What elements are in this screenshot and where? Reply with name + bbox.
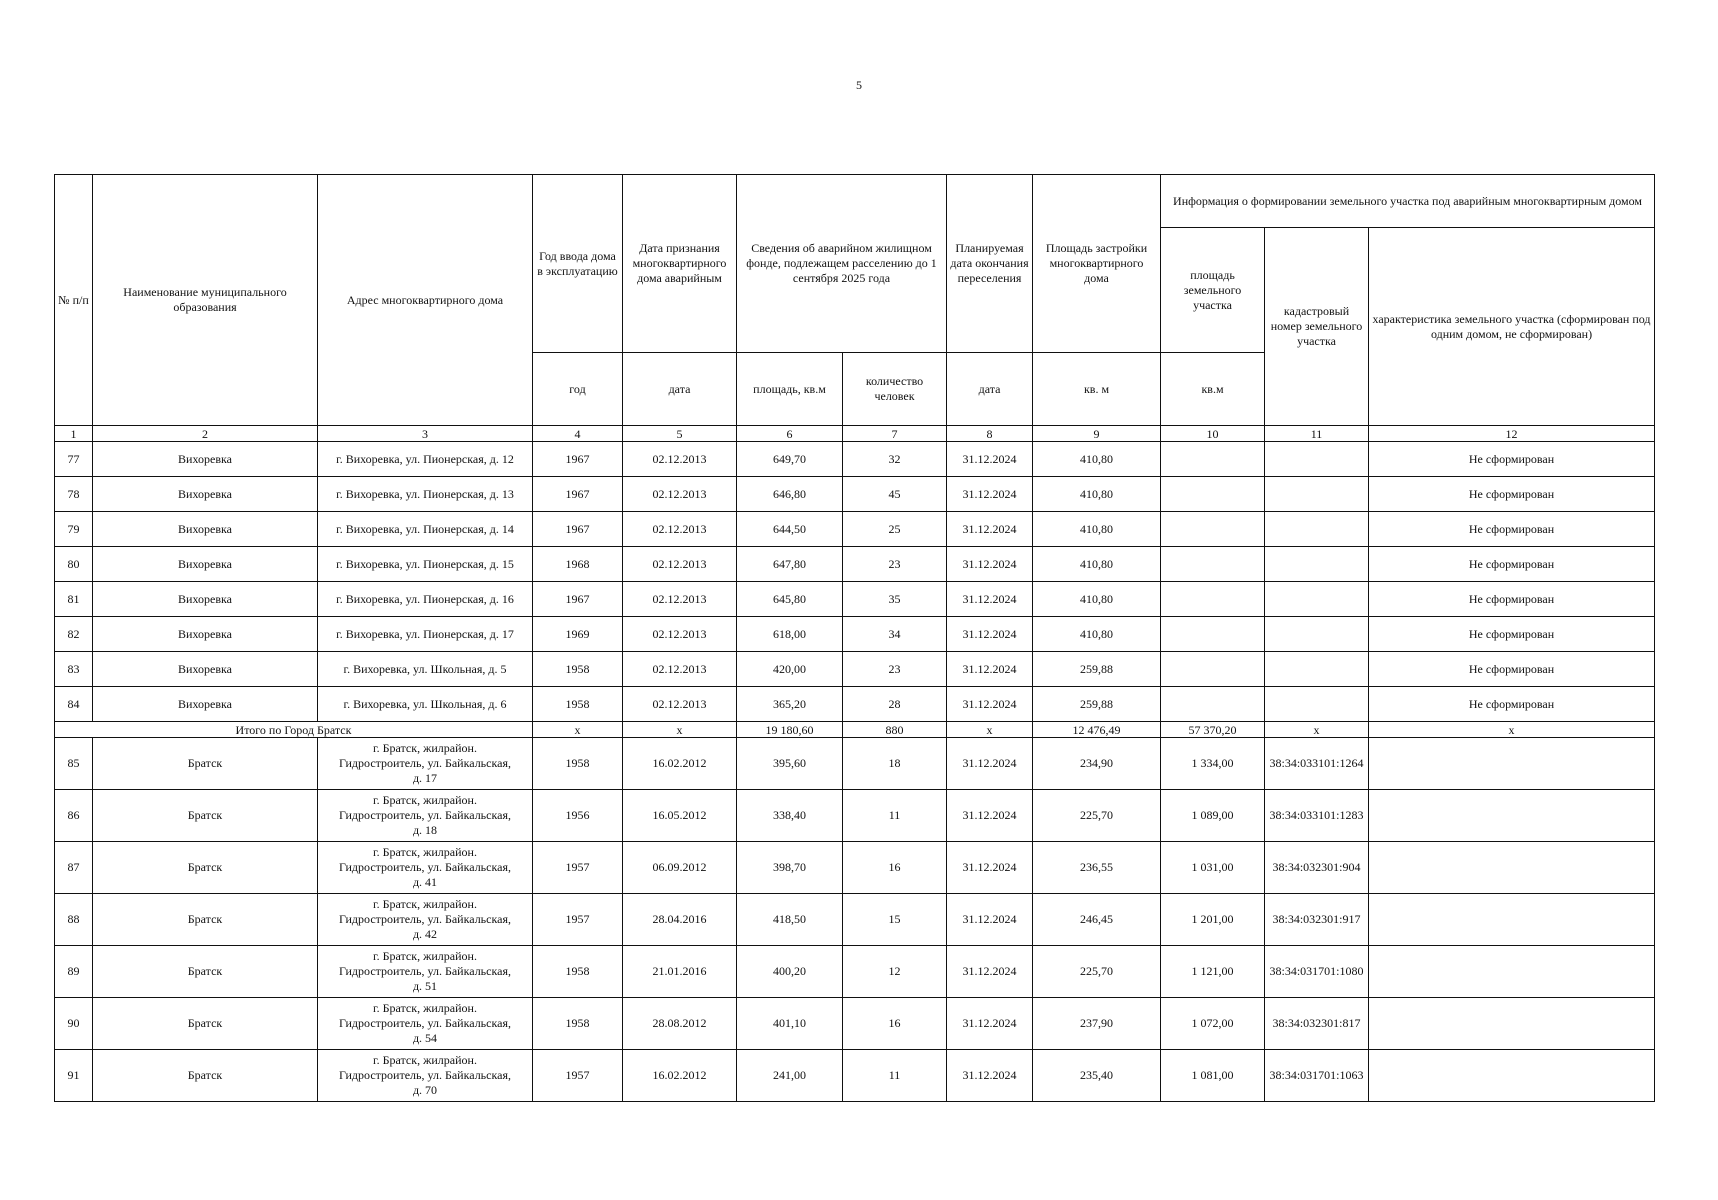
table-row [55,547,1655,582]
cell-date: 16.02.2012 [623,1050,737,1102]
column-number: 3 [318,426,533,442]
cell-year: 1967 [533,582,623,617]
cell-year: 1957 [533,894,623,946]
cell-land-status: Не сформирован [1369,547,1655,582]
cell-area: 241,00 [737,1050,843,1102]
cell-people: 16 [843,998,947,1050]
cell-number: 89 [55,946,93,998]
cell-date: 16.05.2012 [623,790,737,842]
cell-area: 649,70 [737,442,843,477]
cell-address [318,998,533,1050]
cell-year: 1969 [533,617,623,652]
cell-area: 646,80 [737,477,843,512]
total-building-area: 12 476,49 [1033,722,1161,738]
address-line: д. 70 [412,1083,438,1097]
column-number: 9 [1033,426,1161,442]
cell-year: 1958 [533,998,623,1050]
unit-year: год [533,353,623,426]
cell-plan-date: 31.12.2024 [947,1050,1033,1102]
cell-cadastral: 38:34:033101:1264 [1265,738,1369,790]
unit-build-area: кв. м [1033,353,1161,426]
page-number: 5 [856,78,862,92]
unit-people: количество человек [843,353,947,426]
cell-area: 644,50 [737,512,843,547]
address-line: д. 18 [412,823,438,837]
total-area: 19 180,60 [737,722,843,738]
cell-land-status: Не сформирован [1369,512,1655,547]
address-line: д. 51 [412,979,438,993]
total-year: x [533,722,623,738]
col-land-area-header: площадь земельного участка [1161,228,1265,353]
cell-address [318,790,533,842]
cell-plan-date: 31.12.2024 [947,946,1033,998]
cell-land-status: Не сформирован [1369,687,1655,722]
address-line: д. 42 [412,927,438,941]
cell-land-area: 1 072,00 [1161,998,1265,1050]
cell-municipality: Вихоревка [93,617,318,652]
cell-building-area: 259,88 [1033,687,1161,722]
cell-year: 1956 [533,790,623,842]
cell-plan-date: 31.12.2024 [947,652,1033,687]
cell-number: 90 [55,998,93,1050]
address-line: г. Братск, жилрайон. [373,1001,477,1015]
cell-land-area: 1 081,00 [1161,1050,1265,1102]
table-row [55,738,1655,790]
address-line: г. Братск, жилрайон. [373,793,477,807]
cell-municipality: Вихоревка [93,547,318,582]
cell-area: 365,20 [737,687,843,722]
total-cadastral: x [1265,722,1369,738]
cell-municipality: Вихоревка [93,687,318,722]
cell-people: 11 [843,1050,947,1102]
cell-land-status [1369,946,1655,998]
emergency-housing-table [54,174,1655,1102]
cell-date: 06.09.2012 [623,842,737,894]
cell-number: 81 [55,582,93,617]
cell-land-area [1161,617,1265,652]
address-line: д. 54 [412,1031,438,1045]
cell-year: 1958 [533,946,623,998]
cell-date: 02.12.2013 [623,582,737,617]
cell-area: 401,10 [737,998,843,1050]
cell-building-area: 235,40 [1033,1050,1161,1102]
cell-year: 1958 [533,687,623,722]
col-address-header: Адрес многоквартирного дома [318,175,533,426]
cell-address: г. Вихоревка, ул. Школьная, д. 6 [318,687,533,722]
cell-building-area: 410,80 [1033,477,1161,512]
cell-municipality: Вихоревка [93,512,318,547]
cell-cadastral [1265,442,1369,477]
cell-date: 21.01.2016 [623,946,737,998]
col-planned-end-header: Планируемая дата окончания переселения [947,175,1033,353]
cell-area: 418,50 [737,894,843,946]
col-cadastral-header: кадастровый номер земельного участка [1265,228,1369,426]
total-label: Итого по Город Братск [55,722,533,738]
address-line: г. Братск, жилрайон. [373,1053,477,1067]
cell-building-area: 259,88 [1033,652,1161,687]
cell-cadastral [1265,687,1369,722]
total-land-status: x [1369,722,1655,738]
address-line: г. Братск, жилрайон. [373,949,477,963]
table-row [55,477,1655,512]
cell-number: 84 [55,687,93,722]
cell-address: г. Вихоревка, ул. Пионерская, д. 15 [318,547,533,582]
cell-date: 02.12.2013 [623,477,737,512]
cell-year: 1957 [533,1050,623,1102]
cell-cadastral [1265,512,1369,547]
cell-plan-date: 31.12.2024 [947,512,1033,547]
cell-building-area: 225,70 [1033,790,1161,842]
table-row [55,617,1655,652]
cell-land-area [1161,512,1265,547]
total-row [55,722,1655,738]
cell-land-status: Не сформирован [1369,652,1655,687]
cell-cadastral: 38:34:032301:904 [1265,842,1369,894]
cell-year: 1967 [533,477,623,512]
column-number: 6 [737,426,843,442]
cell-land-area [1161,582,1265,617]
cell-land-area [1161,477,1265,512]
cell-number: 91 [55,1050,93,1102]
cell-land-status: Не сформирован [1369,617,1655,652]
cell-date: 28.08.2012 [623,998,737,1050]
cell-municipality: Братск [93,790,318,842]
cell-cadastral: 38:34:031701:1080 [1265,946,1369,998]
cell-plan-date: 31.12.2024 [947,547,1033,582]
cell-year: 1958 [533,738,623,790]
cell-building-area: 246,45 [1033,894,1161,946]
cell-people: 15 [843,894,947,946]
cell-number: 78 [55,477,93,512]
cell-land-area: 1 334,00 [1161,738,1265,790]
cell-address [318,738,533,790]
cell-plan-date: 31.12.2024 [947,617,1033,652]
table-row [55,582,1655,617]
address-line: Гидростроитель, ул. Байкальская, [339,860,511,874]
cell-municipality: Братск [93,946,318,998]
cell-land-area: 1 201,00 [1161,894,1265,946]
cell-area: 338,40 [737,790,843,842]
cell-land-status: Не сформирован [1369,477,1655,512]
table-row [55,652,1655,687]
cell-year: 1967 [533,512,623,547]
cell-land-status [1369,842,1655,894]
cell-year: 1957 [533,842,623,894]
cell-area: 618,00 [737,617,843,652]
cell-municipality: Вихоревка [93,442,318,477]
cell-people: 45 [843,477,947,512]
cell-year: 1967 [533,442,623,477]
header-row-1 [55,175,1655,228]
cell-people: 32 [843,442,947,477]
cell-year: 1968 [533,547,623,582]
cell-people: 18 [843,738,947,790]
column-number: 5 [623,426,737,442]
cell-address: г. Вихоревка, ул. Школьная, д. 5 [318,652,533,687]
cell-building-area: 410,80 [1033,617,1161,652]
cell-number: 85 [55,738,93,790]
cell-plan-date: 31.12.2024 [947,477,1033,512]
cell-land-area: 1 089,00 [1161,790,1265,842]
cell-area: 400,20 [737,946,843,998]
cell-municipality: Братск [93,842,318,894]
cell-plan-date: 31.12.2024 [947,790,1033,842]
column-number: 11 [1265,426,1369,442]
cell-number: 86 [55,790,93,842]
cell-number: 80 [55,547,93,582]
table-row [55,894,1655,946]
cell-plan-date: 31.12.2024 [947,442,1033,477]
cell-cadastral [1265,617,1369,652]
address-line: д. 41 [412,875,438,889]
table-row [55,790,1655,842]
address-line: г. Братск, жилрайон. [373,845,477,859]
cell-date: 28.04.2016 [623,894,737,946]
cell-cadastral [1265,652,1369,687]
cell-plan-date: 31.12.2024 [947,738,1033,790]
address-line: д. 17 [412,771,438,785]
total-people: 880 [843,722,947,738]
cell-building-area: 410,80 [1033,582,1161,617]
cell-area: 420,00 [737,652,843,687]
cell-number: 87 [55,842,93,894]
cell-municipality: Братск [93,738,318,790]
cell-municipality: Братск [93,894,318,946]
cell-plan-date: 31.12.2024 [947,582,1033,617]
cell-land-area [1161,547,1265,582]
total-plan-date: x [947,722,1033,738]
address-line: Гидростроитель, ул. Байкальская, [339,912,511,926]
table-row [55,842,1655,894]
cell-address [318,1050,533,1102]
cell-land-area [1161,442,1265,477]
cell-land-status [1369,1050,1655,1102]
address-line: Гидростроитель, ул. Байкальская, [339,756,511,770]
col-land-info-header: Информация о формировании земельного участка под аварийным многоквартирным домом [1161,175,1655,228]
table-row [55,687,1655,722]
cell-area: 645,80 [737,582,843,617]
cell-cadastral: 38:34:032301:817 [1265,998,1369,1050]
cell-number: 82 [55,617,93,652]
cell-land-status [1369,894,1655,946]
cell-people: 23 [843,652,947,687]
cell-land-area: 1 121,00 [1161,946,1265,998]
cell-municipality: Вихоревка [93,582,318,617]
cell-address: г. Вихоревка, ул. Пионерская, д. 14 [318,512,533,547]
cell-address: г. Вихоревка, ул. Пионерская, д. 17 [318,617,533,652]
unit-plan-date: дата [947,353,1033,426]
cell-plan-date: 31.12.2024 [947,998,1033,1050]
cell-address [318,894,533,946]
unit-area: площадь, кв.м [737,353,843,426]
cell-people: 28 [843,687,947,722]
unit-date: дата [623,353,737,426]
address-line: г. Братск, жилрайон. [373,741,477,755]
cell-cadastral [1265,547,1369,582]
cell-address: г. Вихоревка, ул. Пионерская, д. 13 [318,477,533,512]
cell-building-area: 234,90 [1033,738,1161,790]
cell-land-area: 1 031,00 [1161,842,1265,894]
cell-cadastral: 38:34:031701:1063 [1265,1050,1369,1102]
column-number: 2 [93,426,318,442]
cell-plan-date: 31.12.2024 [947,842,1033,894]
total-date: x [623,722,737,738]
cell-building-area: 410,80 [1033,512,1161,547]
cell-land-status: Не сформирован [1369,442,1655,477]
cell-number: 79 [55,512,93,547]
cell-municipality: Братск [93,998,318,1050]
cell-land-status: Не сформирован [1369,582,1655,617]
cell-cadastral [1265,477,1369,512]
cell-land-status [1369,998,1655,1050]
cell-people: 12 [843,946,947,998]
cell-people: 34 [843,617,947,652]
cell-date: 02.12.2013 [623,687,737,722]
address-line: г. Братск, жилрайон. [373,897,477,911]
cell-cadastral: 38:34:032301:917 [1265,894,1369,946]
column-number: 4 [533,426,623,442]
cell-address: г. Вихоревка, ул. Пионерская, д. 12 [318,442,533,477]
unit-land-area: кв.м [1161,353,1265,426]
address-line: Гидростроитель, ул. Байкальская, [339,808,511,822]
cell-land-status [1369,738,1655,790]
total-land-area: 57 370,20 [1161,722,1265,738]
address-line: Гидростроитель, ул. Байкальская, [339,1016,511,1030]
cell-date: 16.02.2012 [623,738,737,790]
cell-number: 77 [55,442,93,477]
cell-cadastral [1265,582,1369,617]
cell-area: 647,80 [737,547,843,582]
cell-people: 35 [843,582,947,617]
cell-address [318,946,533,998]
cell-area: 395,60 [737,738,843,790]
cell-building-area: 410,80 [1033,442,1161,477]
column-number: 8 [947,426,1033,442]
table-row [55,1050,1655,1102]
table-row [55,512,1655,547]
column-number: 7 [843,426,947,442]
table-row [55,998,1655,1050]
cell-plan-date: 31.12.2024 [947,894,1033,946]
col-municipality-header: Наименование муниципального образования [93,175,318,426]
column-number-row [55,426,1655,442]
address-line: Гидростроитель, ул. Байкальская, [339,964,511,978]
cell-land-area [1161,652,1265,687]
cell-land-status [1369,790,1655,842]
cell-area: 398,70 [737,842,843,894]
cell-building-area: 236,55 [1033,842,1161,894]
cell-number: 88 [55,894,93,946]
col-housing-info-header: Сведения об аварийном жилищном фонде, подлежащем расселению до 1 сентября 2025 года [737,175,947,353]
cell-date: 02.12.2013 [623,652,737,687]
cell-date: 02.12.2013 [623,547,737,582]
col-date-header: Дата признания многоквартирного дома аварийным [623,175,737,353]
cell-date: 02.12.2013 [623,442,737,477]
column-number: 1 [55,426,93,442]
cell-date: 02.12.2013 [623,617,737,652]
cell-date: 02.12.2013 [623,512,737,547]
cell-number: 83 [55,652,93,687]
cell-plan-date: 31.12.2024 [947,687,1033,722]
cell-municipality: Вихоревка [93,477,318,512]
cell-people: 23 [843,547,947,582]
col-land-status-header: характеристика земельного участка (сформирован под одним домом, не сформирован) [1369,228,1655,426]
cell-people: 16 [843,842,947,894]
cell-building-area: 237,90 [1033,998,1161,1050]
col-year-header: Год ввода дома в эксплуатацию [533,175,623,353]
cell-people: 11 [843,790,947,842]
cell-cadastral: 38:34:033101:1283 [1265,790,1369,842]
table-row [55,946,1655,998]
table-row [55,442,1655,477]
cell-land-area [1161,687,1265,722]
cell-municipality: Братск [93,1050,318,1102]
cell-address: г. Вихоревка, ул. Пионерская, д. 16 [318,582,533,617]
col-number-header: № п/п [55,175,93,426]
cell-year: 1958 [533,652,623,687]
col-building-area-header: Площадь застройки многоквартирного дома [1033,175,1161,353]
cell-municipality: Вихоревка [93,652,318,687]
cell-address [318,842,533,894]
column-number: 12 [1369,426,1655,442]
address-line: Гидростроитель, ул. Байкальская, [339,1068,511,1082]
cell-building-area: 225,70 [1033,946,1161,998]
cell-people: 25 [843,512,947,547]
column-number: 10 [1161,426,1265,442]
cell-building-area: 410,80 [1033,547,1161,582]
